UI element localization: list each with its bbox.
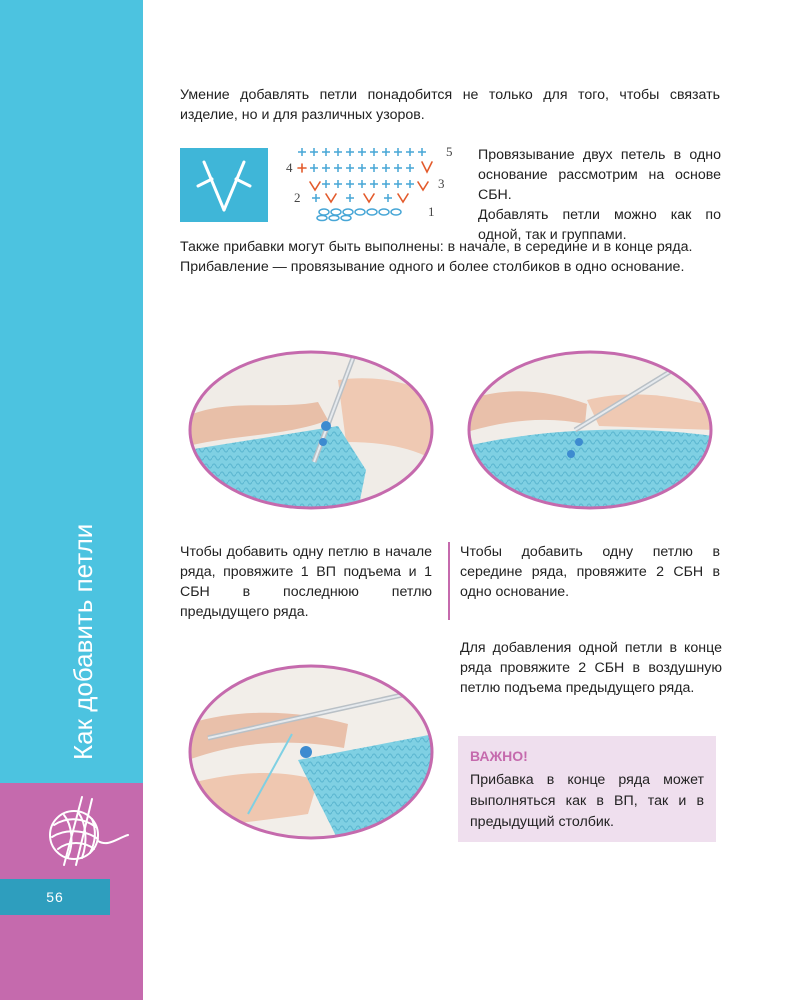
crochet-chart [284,142,464,224]
sidebar [0,0,143,1000]
important-note [458,736,716,842]
also-line-1: Также прибавки могут быть выполнены: в начале, в середине и в конце ряда. [180,239,693,255]
important-heading: ВАЖНО! [470,748,528,764]
chapter-title: Как добавить петли [68,523,98,760]
row-number-4: 4 [286,160,293,175]
yarn-ball-icon [42,795,132,867]
caption-start-of-row: Чтобы добавить одну петлю в начале ряда, провяжите 1 ВП подъема и 1 СБН в последнюю петлю предыдущего ряда. [180,544,432,620]
row-number-1: 1 [428,204,435,219]
note-line-1: Провязывание двух петель в одно основание рассмотрим на основе СБН. [478,147,721,203]
photo-increase-end [188,664,434,840]
caption-middle-of-row: Чтобы добавить одну петлю в середине ряда, провяжите 2 СБН в одно основание. [460,544,720,600]
note-line-2: Добавлять петли можно как по одной, так и группами. [478,207,721,243]
photo-increase-middle [467,350,713,510]
also-paragraph [180,237,721,277]
increase-symbol-icon [180,148,268,222]
photo-increase-start [188,350,434,510]
increase-icon-box [180,148,268,222]
also-line-2: Прибавление — провязывание одного и более столбиков в одно основание. [180,259,685,275]
row-number-2: 2 [294,190,301,205]
page-number: 56 [46,889,64,905]
intro-paragraph: Умение добавлять петли понадобится не только для того, чтобы связать изделие, но и для различных узоров. [180,87,720,123]
caption-divider [448,542,450,620]
row-number-5: 5 [446,144,453,159]
caption-end-of-row: Для добавления одной петли в конце ряда провяжите 2 СБН в воздушную петлю подъема предыдущего ряда. [460,640,722,696]
important-text: Прибавка в конце ряда может выполняться как в ВП, так и в предыдущий столбик. [470,772,704,830]
note-paragraph [478,145,721,245]
row-number-3: 3 [438,176,445,191]
